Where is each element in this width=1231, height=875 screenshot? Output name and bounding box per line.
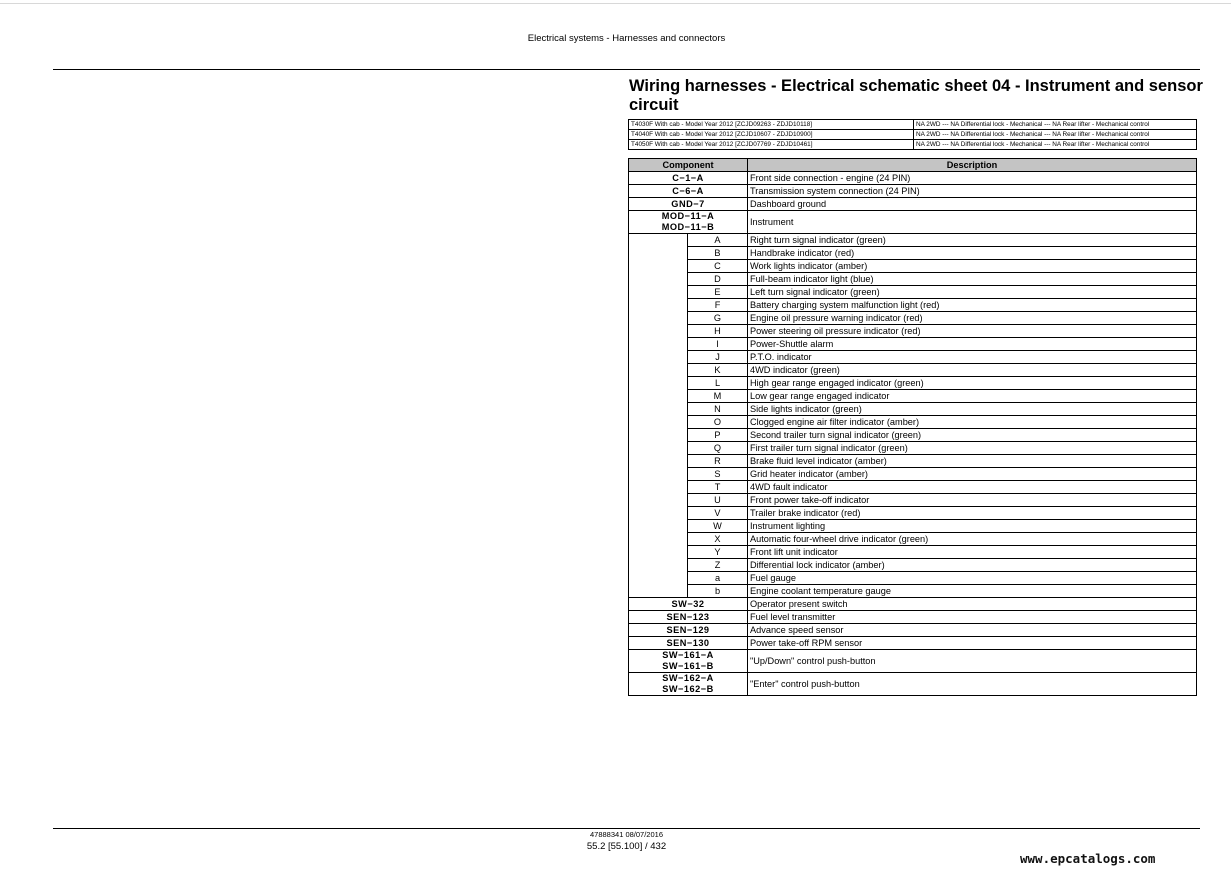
pin-label: K — [688, 364, 748, 377]
pin-label: U — [688, 494, 748, 507]
model-row — [629, 120, 1197, 130]
pin-row — [629, 260, 1197, 273]
model-row — [629, 140, 1197, 150]
pin-row — [629, 390, 1197, 403]
component-description: "Enter" control push-button — [748, 673, 1197, 696]
push-button-row — [629, 673, 1197, 696]
table-row — [629, 172, 1197, 185]
pin-description: Full-beam indicator light (blue) — [748, 273, 1197, 286]
pin-label: J — [688, 351, 748, 364]
pin-indent-cell — [629, 455, 688, 468]
pin-description: P.T.O. indicator — [748, 351, 1197, 364]
pin-row — [629, 325, 1197, 338]
component-code: SW−162−A — [662, 673, 714, 683]
pin-label: A — [688, 234, 748, 247]
pin-description: Handbrake indicator (red) — [748, 247, 1197, 260]
model-configuration: NA 2WD --- NA Differential lock - Mechanical --- NA Rear lifter - Mechanical control — [914, 130, 1197, 140]
pin-row — [629, 312, 1197, 325]
pin-indent-cell — [629, 325, 688, 338]
pin-description: Engine oil pressure warning indicator (red) — [748, 312, 1197, 325]
pin-label: G — [688, 312, 748, 325]
pin-row — [629, 455, 1197, 468]
footer-rule — [53, 828, 1200, 829]
component-code: SW−32 — [629, 598, 748, 611]
component-description: Operator present switch — [748, 598, 1197, 611]
component-code: SEN−123 — [629, 611, 748, 624]
pin-label: E — [688, 286, 748, 299]
component-description: Front side connection - engine (24 PIN) — [748, 172, 1197, 185]
table-row — [629, 598, 1197, 611]
component-column-header: Component — [629, 159, 748, 172]
component-code: SEN−130 — [629, 637, 748, 650]
pin-description: Grid heater indicator (amber) — [748, 468, 1197, 481]
component-description: "Up/Down" control push-button — [748, 650, 1197, 673]
pin-row — [629, 442, 1197, 455]
pin-row — [629, 364, 1197, 377]
pin-row — [629, 416, 1197, 429]
pin-label: D — [688, 273, 748, 286]
pin-row — [629, 533, 1197, 546]
component-code: SW−162−B — [662, 684, 714, 694]
pin-row — [629, 286, 1197, 299]
pin-indent-cell — [629, 481, 688, 494]
pin-label: X — [688, 533, 748, 546]
pin-label: N — [688, 403, 748, 416]
pin-label: C — [688, 260, 748, 273]
page-header: Electrical systems - Harnesses and connectors — [527, 33, 726, 44]
pin-indent-cell — [629, 312, 688, 325]
pin-description: Automatic four-wheel drive indicator (green) — [748, 533, 1197, 546]
description-column-header: Description — [748, 159, 1197, 172]
pin-description: Left turn signal indicator (green) — [748, 286, 1197, 299]
pin-description: First trailer turn signal indicator (green) — [748, 442, 1197, 455]
pin-label: b — [688, 585, 748, 598]
pin-row — [629, 429, 1197, 442]
pin-description: Work lights indicator (amber) — [748, 260, 1197, 273]
model-name: T4040F With cab - Model Year 2012 [ZCJD10607 - ZDJD10900] — [629, 130, 914, 140]
pin-label: Z — [688, 559, 748, 572]
component-code: MOD−11−A — [661, 211, 715, 221]
model-name: T4030F With cab - Model Year 2012 [ZCJD09263 - ZDJD10118] — [629, 120, 914, 130]
model-name: T4050F With cab - Model Year 2012 [ZCJD07769 - ZDJD10461] — [629, 140, 914, 150]
pin-row — [629, 494, 1197, 507]
pin-indent-cell — [629, 351, 688, 364]
pin-row — [629, 481, 1197, 494]
table-row — [629, 198, 1197, 211]
pin-description: Front lift unit indicator — [748, 546, 1197, 559]
component-code-pair — [629, 211, 748, 234]
pin-label: V — [688, 507, 748, 520]
pin-label: L — [688, 377, 748, 390]
component-code-pair — [629, 673, 748, 696]
pin-label: B — [688, 247, 748, 260]
pin-row — [629, 468, 1197, 481]
pin-label: M — [688, 390, 748, 403]
pin-label: O — [688, 416, 748, 429]
component-code: C−6−A — [629, 185, 748, 198]
pin-description: 4WD fault indicator — [748, 481, 1197, 494]
pin-description: Clogged engine air filter indicator (amber) — [748, 416, 1197, 429]
pin-description: Fuel gauge — [748, 572, 1197, 585]
page-number: 55.2 [55.100] / 432 — [586, 841, 667, 852]
component-code: C−1−A — [629, 172, 748, 185]
pin-indent-cell — [629, 390, 688, 403]
pin-row — [629, 377, 1197, 390]
document-number: 47888341 08/07/2016 — [590, 830, 663, 839]
pin-row — [629, 520, 1197, 533]
pin-label: a — [688, 572, 748, 585]
table-row — [629, 624, 1197, 637]
push-button-row — [629, 650, 1197, 673]
pin-label: R — [688, 455, 748, 468]
pin-description: Right turn signal indicator (green) — [748, 234, 1197, 247]
pin-indent-cell — [629, 273, 688, 286]
pin-description: 4WD indicator (green) — [748, 364, 1197, 377]
table-row — [629, 611, 1197, 624]
component-code: SW−161−B — [662, 661, 714, 671]
pin-label: H — [688, 325, 748, 338]
pin-row — [629, 351, 1197, 364]
pin-indent-cell — [629, 494, 688, 507]
model-configuration: NA 2WD --- NA Differential lock - Mechanical --- NA Rear lifter - Mechanical control — [914, 120, 1197, 130]
pin-row — [629, 273, 1197, 286]
pin-label: Q — [688, 442, 748, 455]
pin-indent-cell — [629, 442, 688, 455]
pin-indent-cell — [629, 377, 688, 390]
pin-row — [629, 559, 1197, 572]
top-border-line — [0, 3, 1231, 4]
pin-label: T — [688, 481, 748, 494]
instrument-row — [629, 211, 1197, 234]
pin-indent-cell — [629, 429, 688, 442]
pin-indent-cell — [629, 546, 688, 559]
pin-indent-cell — [629, 585, 688, 598]
pin-label: P — [688, 429, 748, 442]
model-row — [629, 130, 1197, 140]
pin-label: F — [688, 299, 748, 312]
pin-row — [629, 234, 1197, 247]
pin-row — [629, 546, 1197, 559]
model-configuration: NA 2WD --- NA Differential lock - Mechanical --- NA Rear lifter - Mechanical control — [914, 140, 1197, 150]
pin-description: Front power take-off indicator — [748, 494, 1197, 507]
pin-indent-cell — [629, 468, 688, 481]
pin-indent-cell — [629, 234, 688, 247]
pin-row — [629, 403, 1197, 416]
pin-description: Brake fluid level indicator (amber) — [748, 455, 1197, 468]
model-applicability-table — [628, 119, 1197, 150]
component-description: Dashboard ground — [748, 198, 1197, 211]
header-rule — [53, 69, 1200, 70]
table-row — [629, 637, 1197, 650]
section-title: Wiring harnesses - Electrical schematic sheet 04 - Instrument and sensor circuit — [629, 77, 1203, 114]
pin-description: Second trailer turn signal indicator (green) — [748, 429, 1197, 442]
pin-indent-cell — [629, 260, 688, 273]
pin-description: Differential lock indicator (amber) — [748, 559, 1197, 572]
pin-indent-cell — [629, 572, 688, 585]
component-description: Power take-off RPM sensor — [748, 637, 1197, 650]
pin-description: High gear range engaged indicator (green) — [748, 377, 1197, 390]
pin-row — [629, 338, 1197, 351]
pin-row — [629, 585, 1197, 598]
pin-indent-cell — [629, 507, 688, 520]
component-table — [628, 158, 1197, 696]
component-code: SW−161−A — [662, 650, 714, 660]
pin-description: Side lights indicator (green) — [748, 403, 1197, 416]
pin-row — [629, 507, 1197, 520]
table-row — [629, 185, 1197, 198]
pin-indent-cell — [629, 364, 688, 377]
pin-description: Trailer brake indicator (red) — [748, 507, 1197, 520]
pin-indent-cell — [629, 533, 688, 546]
pin-row — [629, 572, 1197, 585]
pin-label: I — [688, 338, 748, 351]
component-description: Transmission system connection (24 PIN) — [748, 185, 1197, 198]
watermark-text: www.epcatalogs.com — [1020, 851, 1156, 866]
pin-row — [629, 247, 1197, 260]
component-description: Advance speed sensor — [748, 624, 1197, 637]
component-code: SEN−129 — [629, 624, 748, 637]
pin-indent-cell — [629, 299, 688, 312]
pin-indent-cell — [629, 416, 688, 429]
component-description: Fuel level transmitter — [748, 611, 1197, 624]
pin-label: W — [688, 520, 748, 533]
pin-indent-cell — [629, 247, 688, 260]
pin-description: Power-Shuttle alarm — [748, 338, 1197, 351]
pin-indent-cell — [629, 403, 688, 416]
component-code-pair — [629, 650, 748, 673]
pin-label: S — [688, 468, 748, 481]
component-description: Instrument — [748, 211, 1197, 234]
pin-row — [629, 299, 1197, 312]
pin-description: Engine coolant temperature gauge — [748, 585, 1197, 598]
component-code: GND−7 — [629, 198, 748, 211]
pin-indent-cell — [629, 520, 688, 533]
pin-indent-cell — [629, 338, 688, 351]
pin-description: Low gear range engaged indicator — [748, 390, 1197, 403]
pin-description: Instrument lighting — [748, 520, 1197, 533]
pin-description: Battery charging system malfunction light (red) — [748, 299, 1197, 312]
component-code: MOD−11−B — [661, 222, 715, 232]
pin-label: Y — [688, 546, 748, 559]
pin-indent-cell — [629, 286, 688, 299]
pin-indent-cell — [629, 559, 688, 572]
pin-description: Power steering oil pressure indicator (red) — [748, 325, 1197, 338]
